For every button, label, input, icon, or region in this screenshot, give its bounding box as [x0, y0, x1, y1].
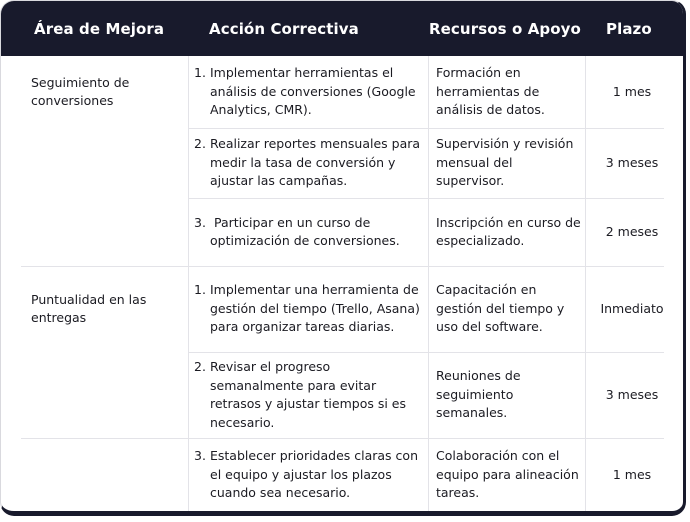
- action-text: Establecer prioridades claras con el equipo y ajustar los plazos cuando sea necesario.: [210, 448, 418, 501]
- table-row: [194, 198, 426, 266]
- resource-text: Formación en herramientas de análisis de datos.: [436, 65, 545, 118]
- deadline-text: Inmediato: [600, 300, 664, 316]
- column-divider: [188, 56, 189, 516]
- action-number: 3.: [194, 214, 206, 230]
- resource-text: Capacitación en gestión del tiempo y uso del software.: [436, 282, 565, 335]
- table-row: [194, 438, 426, 512]
- deadline-text: 2 meses: [605, 223, 659, 239]
- header-area: Área de Mejora: [34, 19, 165, 38]
- action-text: Revisar el progreso semanalmente para evitar retrasos y ajustar tiempos si es necesario.: [210, 359, 406, 430]
- area-seguimiento: Seguimiento de conversiones: [31, 74, 130, 108]
- action-number: 1.: [194, 65, 206, 81]
- deadline-text: 1 mes: [612, 83, 652, 99]
- header-accion: Acción Correctiva: [209, 19, 359, 38]
- action-number: 3.: [194, 448, 206, 464]
- deadline-text: 3 meses: [605, 154, 659, 170]
- action-number: 2.: [194, 359, 206, 374]
- header-recursos: Recursos o Apoyo: [429, 19, 581, 38]
- resource-text: Colaboración con el equipo para alineación tareas.: [436, 448, 579, 501]
- action-text: Implementar herramientas el análisis de conversiones (Google Analytics, CMR).: [210, 65, 416, 118]
- table-row: [194, 56, 426, 128]
- column-divider: [428, 56, 429, 516]
- action-text: Implementar una herramienta de gestión del tiempo (Trello, Asana) para organizar tareas diarias.: [210, 282, 420, 335]
- action-text: Participar en un curso de optimización de conversiones.: [210, 214, 400, 248]
- resource-text: Reuniones de seguimiento semanales.: [436, 368, 521, 421]
- header-plazo: Plazo: [606, 19, 652, 38]
- table-row: [194, 128, 426, 198]
- deadline-text: 1 mes: [612, 466, 652, 482]
- table-row: [194, 266, 426, 352]
- resource-text: Inscripción en curso de especializado.: [436, 214, 581, 248]
- table-header: [1, 1, 683, 56]
- deadline-text: 3 meses: [605, 386, 659, 402]
- resource-text: Supervisión y revisión mensual del supervisor.: [436, 136, 574, 189]
- area-puntualidad: Puntualidad en las entregas: [31, 291, 147, 325]
- action-text: Realizar reportes mensuales para medir la tasa de conversión y ajustar las campañas.: [210, 136, 421, 189]
- action-number: 2.: [194, 136, 206, 152]
- table-row: [194, 352, 426, 438]
- action-number: 1.: [194, 282, 206, 298]
